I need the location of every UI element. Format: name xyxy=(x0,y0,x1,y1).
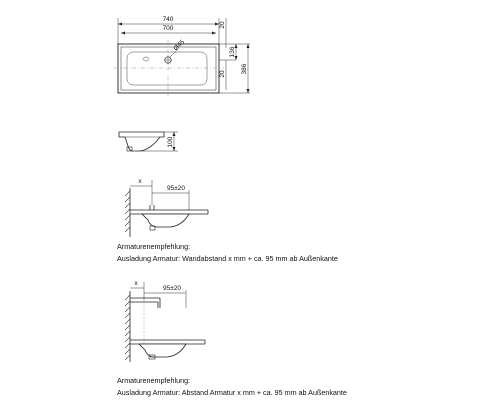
dim-offset-2: 95±20 xyxy=(162,285,182,292)
dim-height: 100 xyxy=(167,136,174,148)
caption-text-2: Ausladung Armatur: Abstand Armatur x mm + ca. 95 mm ab Außenkante xyxy=(117,388,347,397)
dim-bowl-width: 700 xyxy=(162,25,174,32)
dim-offset-1: 95±20 xyxy=(166,185,186,192)
install-view-2 xyxy=(125,280,205,362)
side-view xyxy=(119,132,178,151)
wall-hatch-2 xyxy=(125,295,130,360)
dim-top-offset: 20 xyxy=(219,21,226,29)
caption-text-1: Ausladung Armatur: Wandabstand x mm + ca. 95 mm ab Außenkante xyxy=(117,254,338,263)
dim-depth: 386 xyxy=(241,63,248,75)
dim-x-2: x xyxy=(134,280,138,287)
dim-overall-width: 740 xyxy=(162,16,174,23)
dim-x-1: x xyxy=(138,178,142,185)
caption-title-2: Armaturenempfehlung: xyxy=(117,376,191,385)
caption-title-1: Armaturenempfehlung: xyxy=(117,242,191,251)
dim-side-offset: 20 xyxy=(219,70,226,78)
install-view-1 xyxy=(125,178,208,237)
wall-hatch-1 xyxy=(125,191,130,232)
top-view xyxy=(114,16,250,96)
dim-hole-offset: 136 xyxy=(229,46,236,58)
dim-tap-hole: Ø45 xyxy=(172,38,187,53)
